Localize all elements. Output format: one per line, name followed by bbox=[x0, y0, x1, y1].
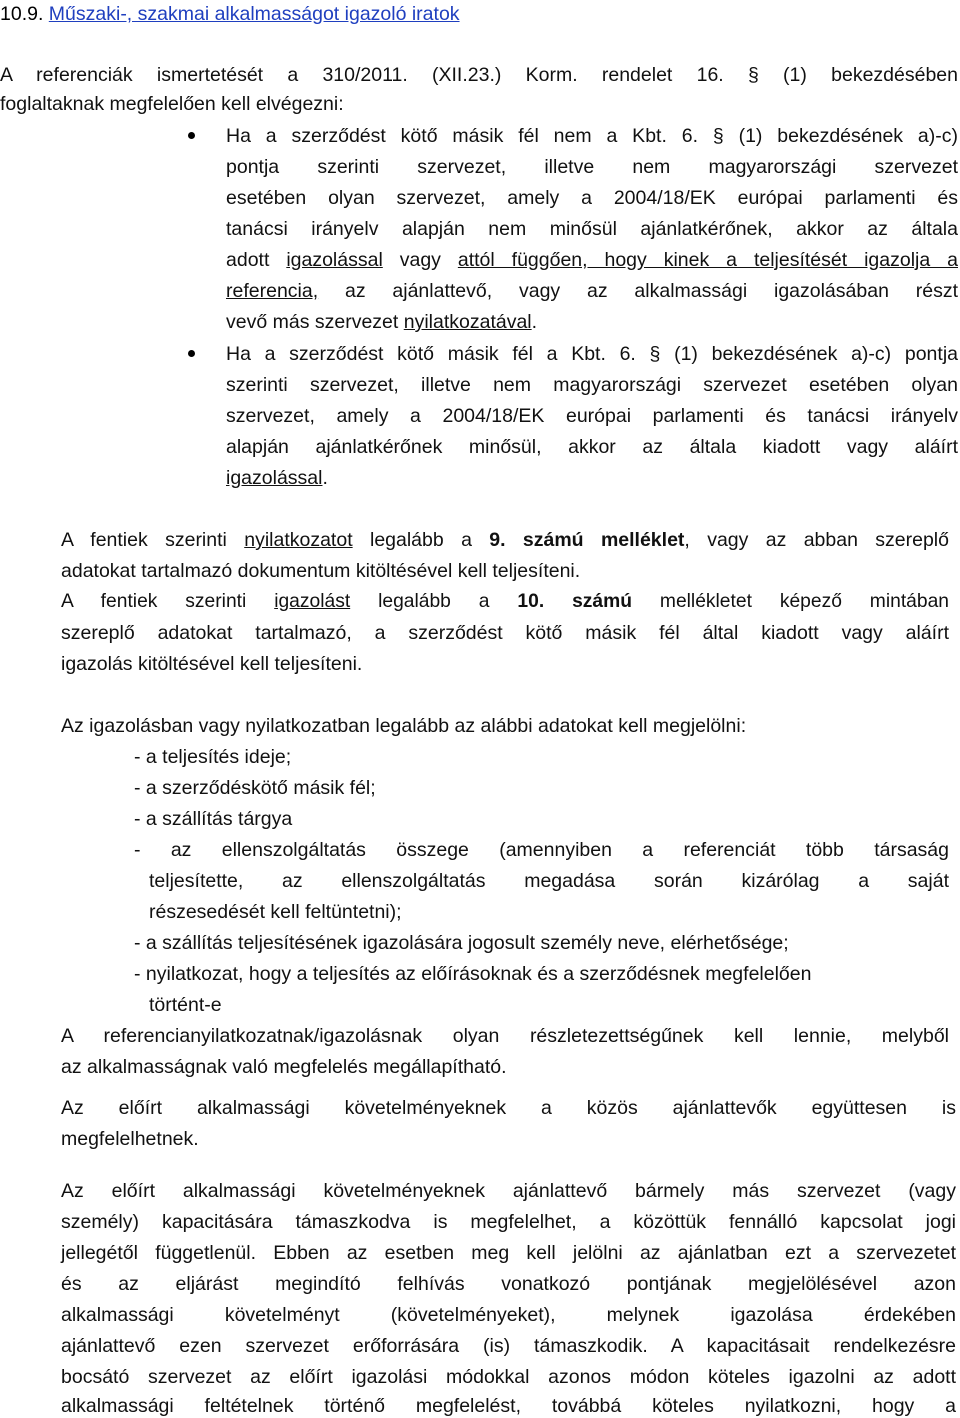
bullet1-line-6 bbox=[226, 279, 958, 303]
para2-line-4: szereplő adatokat tartalmazó, a szerződést kötő másik fél által kiadott vagy aláírt bbox=[61, 622, 949, 644]
para5-line-6: ajánlattevő ezen szervezet erőforrására (is) támaszkodik. A kapacitásait rendelkezésre bbox=[61, 1335, 956, 1357]
text-run: az ajánlattevő, vagy az alkalmassági igazolásában részt bbox=[318, 280, 958, 302]
data-item-2: - a szerződéskötő másik fél; bbox=[134, 777, 376, 799]
data-item-1: - a teljesítés ideje; bbox=[134, 746, 292, 768]
underlined-term: nyilatkozatával bbox=[403, 311, 532, 333]
bullet1-line-2: pontja szerinti szervezet, illetve nem magyarországi szervezet bbox=[226, 156, 958, 178]
para5-line-7: bocsátó szervezet az előírt igazolási módokkal azonos módon köteles igazolni az adott bbox=[61, 1366, 956, 1388]
data-item-4-line-2: teljesítette, az ellenszolgáltatás megadása során kizárólag a saját bbox=[149, 870, 949, 892]
para3-tail-line-2: az alkalmasságnak való megfelelés megállapítható. bbox=[61, 1056, 507, 1078]
bullet2-line-1: Ha a szerződést kötő másik fél a Kbt. 6. § (1) bekezdésének a)-c) pontja bbox=[226, 343, 958, 365]
para4-line-1: Az előírt alkalmassági követelményeknek a közös ajánlattevők együttesen is bbox=[61, 1097, 956, 1119]
para2-line-2: adatokat tartalmazó dokumentum kitöltésével kell teljesíteni. bbox=[61, 560, 581, 582]
text-run: legalább a bbox=[352, 529, 490, 551]
underlined-term: attól függően, hogy kinek a teljesítését igazolja a bbox=[457, 249, 958, 271]
bullet1-line-4: tanácsi irányelv alapján nem minősül ajánlatkérőnek, akkor az általa bbox=[226, 218, 958, 240]
data-item-4-line-1: - az ellenszolgáltatás összege (amennyiben a referenciát több társaság bbox=[134, 839, 949, 861]
bullet-dot-2 bbox=[188, 350, 195, 357]
underlined-term: nyilatkozatot bbox=[244, 529, 353, 551]
para5-line-5: alkalmassági követelményt (követelményeket), melynek igazolása érdekében bbox=[61, 1304, 956, 1326]
bullet1-line-3: esetében olyan szervezet, amely a 2004/18/EK európai parlamenti és bbox=[226, 187, 958, 209]
data-item-3: - a szállítás tárgya bbox=[134, 808, 293, 830]
text-run: A fentiek szerinti bbox=[61, 591, 275, 612]
bullet2-line-5 bbox=[226, 466, 328, 490]
bullet2-line-4: alapján ajánlatkérőnek minősül, akkor az általa kiadott vagy aláírt bbox=[226, 436, 958, 458]
para2-line-5: igazolás kitöltésével kell teljesíteni. bbox=[61, 653, 363, 675]
section-number: 10.9. bbox=[0, 3, 44, 25]
text-run: legalább a bbox=[350, 591, 518, 612]
para3-lead: Az igazolásban vagy nyilatkozatban legalább az alábbi adatokat kell megjelölni: bbox=[61, 715, 747, 737]
para5-line-4: és az eljárást megindító felhívás vonatkozó pontjának megjelölésével azon bbox=[61, 1273, 956, 1295]
text-run: . bbox=[322, 467, 328, 489]
text-run: . bbox=[531, 311, 538, 333]
underlined-term: igazolást bbox=[274, 591, 351, 612]
para4-line-2: megfelelhetnek. bbox=[61, 1128, 199, 1150]
data-item-6-line-2: történt-e bbox=[149, 994, 222, 1016]
para5-line-3: jellegétől függetlenül. Ebben az esetben meg kell jelölni az ajánlatban ezt a szervezetet bbox=[61, 1242, 956, 1264]
para2-line-1 bbox=[61, 528, 949, 552]
text-run: A fentiek szerinti bbox=[61, 529, 245, 551]
bullet-dot-1 bbox=[188, 132, 195, 139]
underlined-term: referencia, bbox=[226, 280, 319, 302]
data-item-6-line-1: - nyilatkozat, hogy a teljesítés az előírásoknak és a szerződésnek megfelelően bbox=[134, 963, 812, 985]
bullet2-line-3: szervezet, amely a 2004/18/EK európai parlamenti és tanácsi irányelv bbox=[226, 405, 958, 427]
text-run: , vagy az abban szereplő bbox=[684, 529, 949, 551]
bullet1-line-5 bbox=[226, 248, 958, 272]
text-run: vagy bbox=[382, 249, 458, 271]
para5-line-8: alkalmassági feltételnek történő megfelelést, továbbá köteles nyilatkozni, hogy a bbox=[61, 1395, 956, 1417]
bold-reference: 10. számú bbox=[517, 591, 632, 612]
para5-line-2: személy) kapacitására támaszkodva is megfelelhet, a közöttük fennálló kapcsolat jogi bbox=[61, 1211, 956, 1233]
bullet1-line-1: Ha a szerződést kötő másik fél nem a Kbt. 6. § (1) bekezdésének a)-c) bbox=[226, 125, 958, 147]
intro-line-2: foglaltaknak megfelelően kell elvégezni: bbox=[0, 93, 344, 115]
bold-reference: 9. számú melléklet bbox=[489, 529, 685, 551]
para2-line-3 bbox=[61, 590, 949, 614]
para3-tail-line-1: A referencianyilatkozatnak/igazolásnak olyan részletezettségűnek kell lennie, melyből bbox=[61, 1025, 949, 1047]
bullet2-line-2: szerinti szervezet, illetve nem magyarországi szervezet esetében olyan bbox=[226, 374, 958, 396]
data-item-5: - a szállítás teljesítésének igazolására jogosult személy neve, elérhetősége; bbox=[134, 932, 789, 954]
para5-line-1: Az előírt alkalmassági követelményeknek ajánlattevő bármely más szervezet (vagy bbox=[61, 1180, 956, 1202]
intro-line-1: A referenciák ismertetését a 310/2011. (XII.23.) Korm. rendelet 16. § (1) bekezdésében bbox=[0, 64, 958, 86]
text-run: vevő más szervezet bbox=[226, 311, 404, 333]
text-run: mellékletet képező mintában bbox=[632, 591, 949, 612]
underlined-term: igazolással bbox=[226, 467, 323, 489]
text-run: adott bbox=[226, 249, 287, 271]
underlined-term: igazolással bbox=[286, 249, 383, 271]
bullet1-line-7 bbox=[226, 310, 537, 334]
data-item-4-line-3: részesedését kell feltüntetni); bbox=[149, 901, 402, 923]
section-title-link[interactable]: Műszaki-, szakmai alkalmasságot igazoló iratok bbox=[48, 3, 460, 25]
section-heading bbox=[0, 2, 460, 26]
